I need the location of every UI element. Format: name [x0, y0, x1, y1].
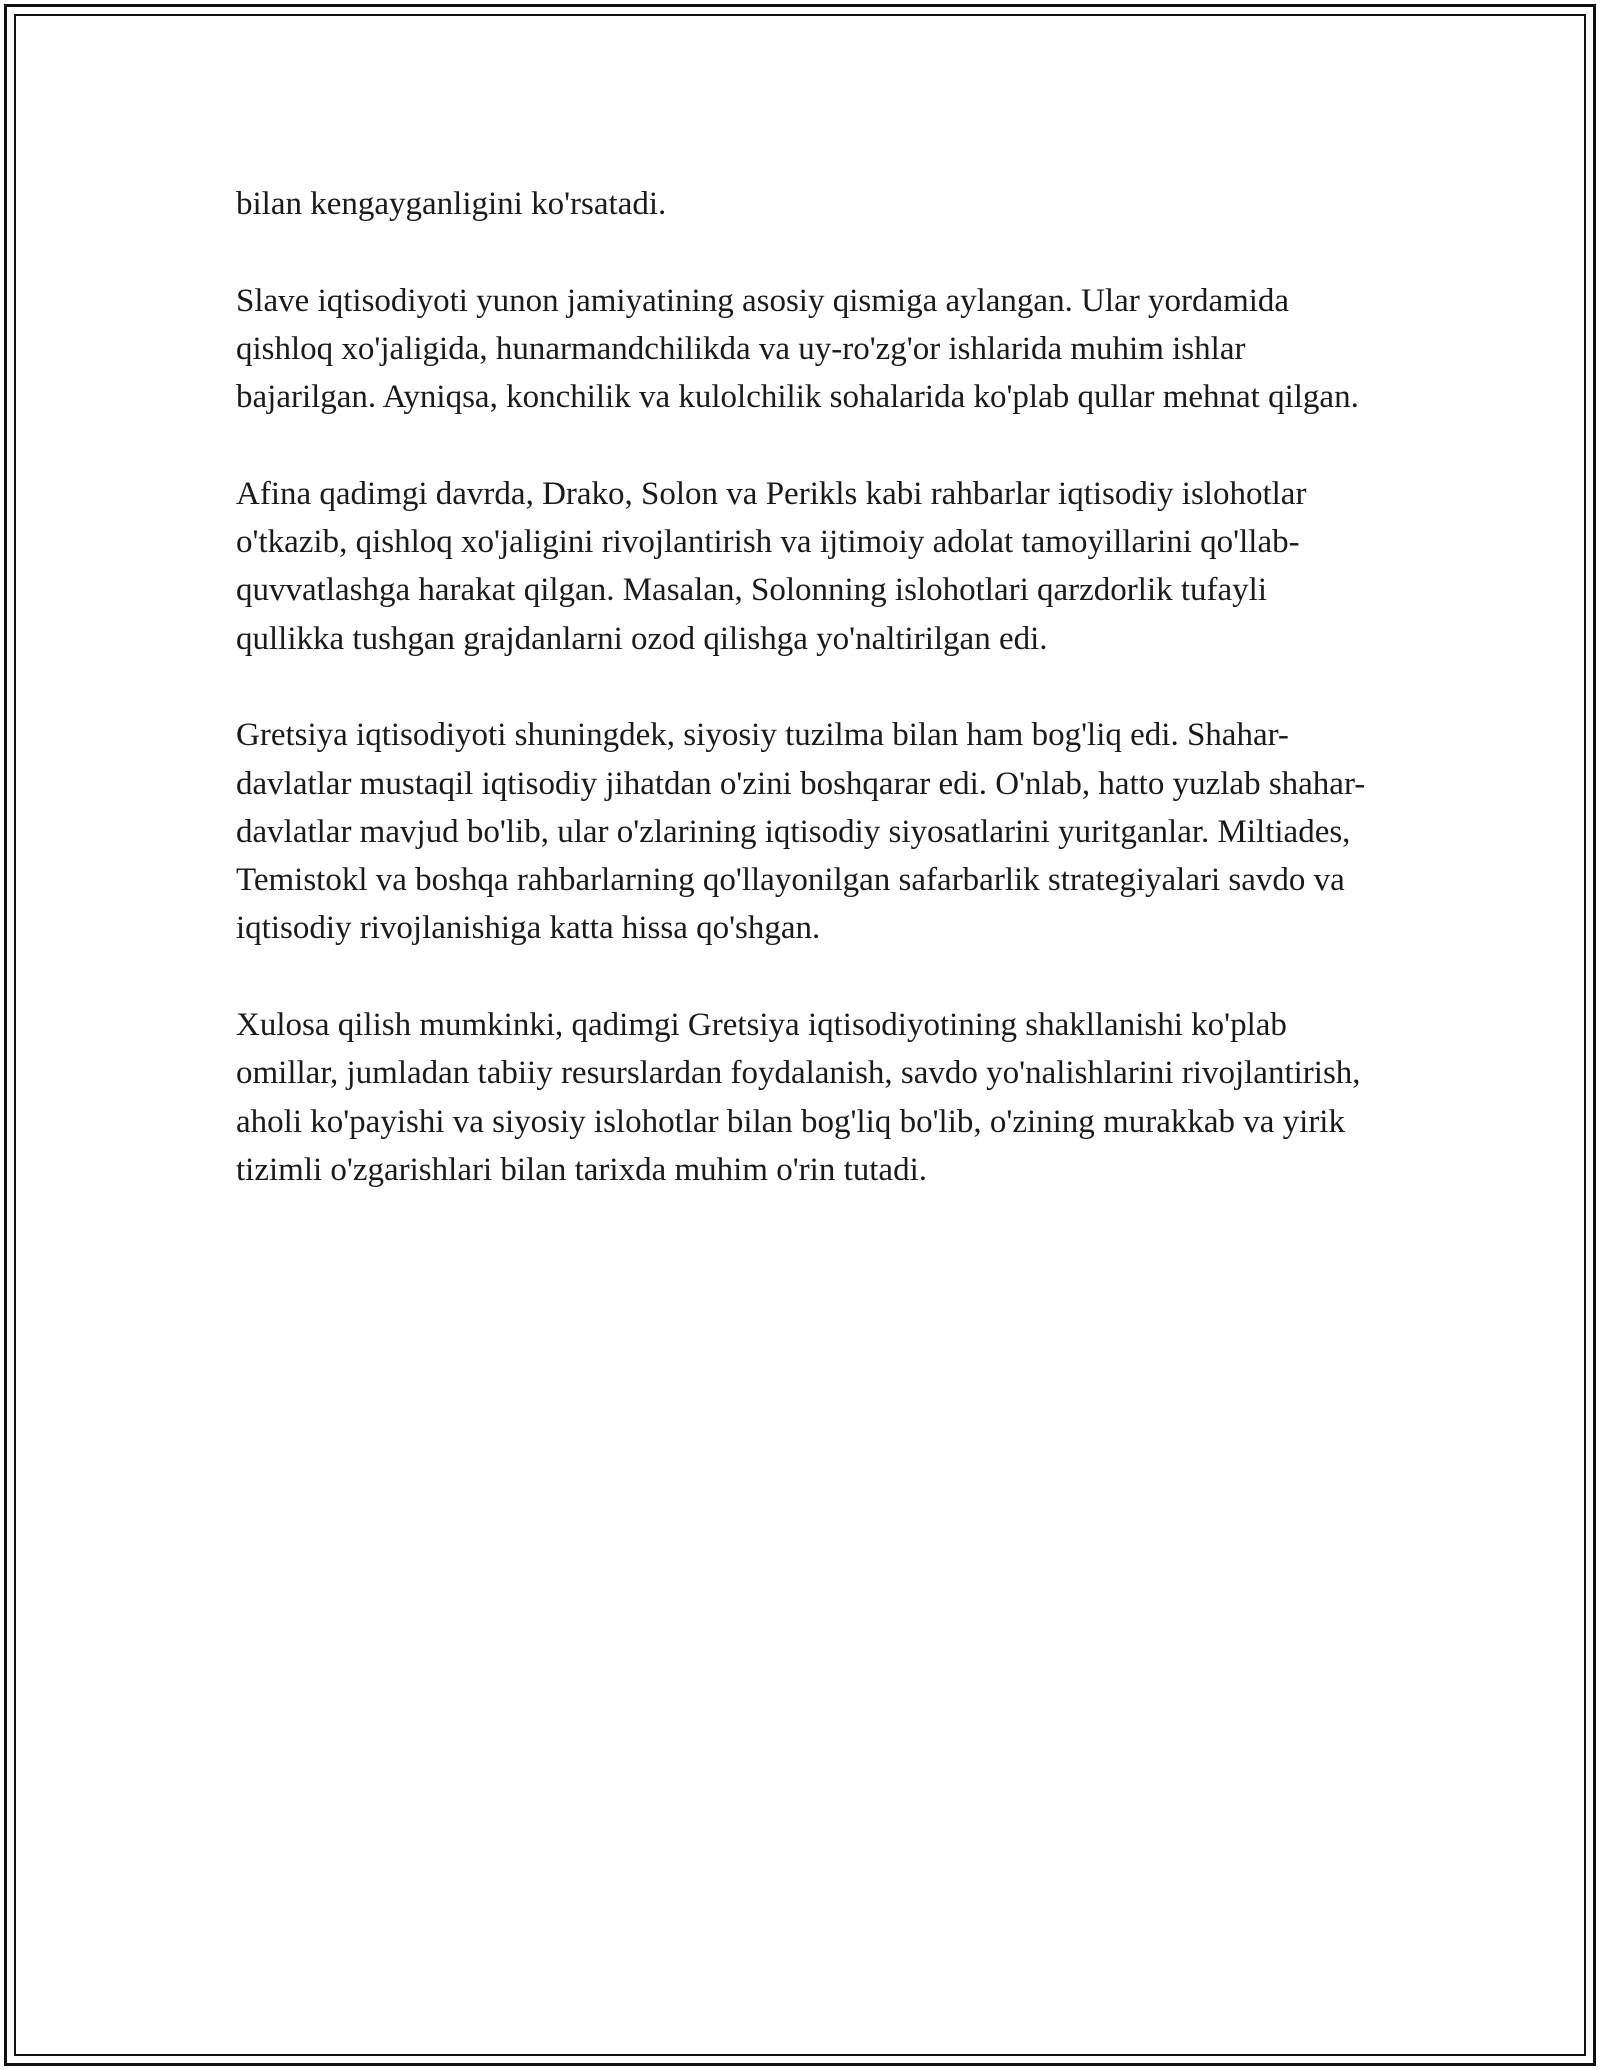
paragraph-3: Afina qadimgi davrda, Drako, Solon va Perikls kabi rahbarlar iqtisodiy islohotlar o'tkazib, qishloq xo'jaligini rivojlantirish va ijtimoiy adolat tamoyillarini qo'llab-quvvatlashga harakat qilgan. Masalan, Solonning islohotlari qarzdorlik tufayli qullikka tushgan grajdanlarni ozod qilishga yo'naltirilgan edi.: [236, 475, 1307, 657]
paragraph-2: Slave iqtisodiyoti yunon jamiyatining asosiy qismiga aylangan. Ular yordamida qishloq xo'jaligida, hunarmandchilikda va uy-ro'zg'or ishlarida muhim ishlar bajarilgan. Ayniqsa, konchilik va kulolchilik sohalarida ko'plab qullar mehnat qilgan.: [236, 282, 1359, 416]
paragraph-1: bilan kengayganligini ko'rsatadi.: [236, 186, 667, 222]
paragraph-4: Gretsiya iqtisodiyoti shuningdek, siyosiy tuzilma bilan ham bog'liq edi. Shahar-davlatlar mustaqil iqtisodiy jihatdan o'zini boshqarar edi. O'nlab, hatto yuzlab shahar-davlatlar mavjud bo'lib, ular o'zlarining iqtisodiy siyosatlarini yuritganlar. Miltiades, Temistokl va boshqa rahbarlarning qo'llayonilgan safarbarlik strategiyalari savdo va iqtisodiy rivojlanishiga katta hissa qo'shgan.: [236, 717, 1366, 947]
paragraph-5: Xulosa qilish mumkinki, qadimgi Gretsiya iqtisodiyotining shakllanishi ko'plab omillar, jumladan tabiiy resurslardan foydalanish, savdo yo'nalishlarini rivojlantirish, aholi ko'payishi va siyosiy islohotlar bilan bog'liq bo'lib, o'zining murakkab va yirik tizimli o'zgarishlari bilan tarixda muhim o'rin tutadi.: [236, 1007, 1361, 1188]
document-body: [236, 180, 1366, 1243]
